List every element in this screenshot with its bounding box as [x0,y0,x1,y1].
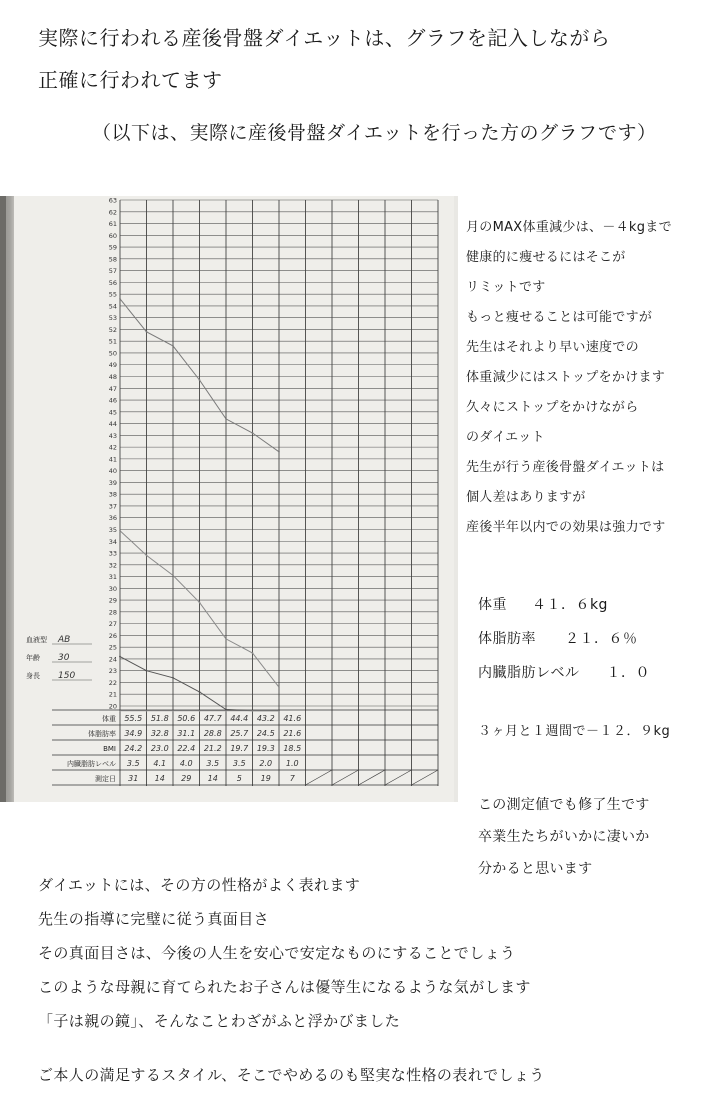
table-cell: 21.2 [203,744,222,753]
y-tick-label: 33 [108,549,117,558]
table-cell: 1.0 [285,759,299,768]
y-tick-label: 55 [108,290,117,299]
y-tick-label: 35 [108,525,117,534]
stat-visceral [478,662,650,682]
table-cell: 18.5 [283,744,302,753]
table-cell: 51.8 [150,714,169,723]
stat-visceral-value: １．０ [606,665,650,681]
table-cell: 43.2 [256,714,275,723]
table-cell: 29 [181,774,192,783]
stat-visceral-label: 内臓脂肪レベル [478,665,580,681]
table-cell: 3.5 [232,759,246,768]
y-tick-label: 56 [108,278,117,287]
table-cell: 25.7 [230,729,249,738]
stat-weight-label: 体重 [478,597,507,613]
side-value: 150 [58,671,76,681]
y-tick-label: 43 [108,431,117,440]
table-cell: 24.2 [124,744,143,753]
y-tick-label: 22 [108,678,117,687]
y-tick-label: 63 [108,196,117,205]
bottom-line-3: その真面目さは、今後の人生を安心で安定なものにすることでしょう [38,944,516,962]
table-cell: 47.7 [203,714,222,723]
table-row-label: 体脂肪率 [88,730,116,738]
y-tick-label: 31 [108,573,117,582]
table-cell: 19.7 [230,744,249,753]
right-text-line: 久々にストップをかけながら [466,400,639,415]
graduate-line-2: 卒業生たちがいかに凄いか [478,829,650,845]
stat-fat-label: 体脂肪率 [478,631,536,647]
bottom-line-2: 先生の指導に完璧に従う真面目さ [38,910,270,928]
graduate-line-3: 分かると思います [478,861,593,877]
series-point [278,686,280,688]
table-cell: 24.5 [256,729,275,738]
side-label: 身長 [26,672,40,680]
y-tick-label: 26 [108,631,117,640]
y-tick-label: 46 [108,396,117,405]
series-point [225,418,227,420]
series-point [172,345,174,347]
right-text-line: リミットです [466,280,546,295]
series-point [119,530,121,532]
right-text-line: のダイエット [466,430,545,445]
side-value: AB [58,635,71,645]
right-text-line: 健康的に痩せるにはそこが [466,250,626,265]
series-point [199,691,201,693]
table-row-label: 体重 [102,715,116,723]
bottom-line-4: このような母親に育てられたお子さんは優等生になるような気がします [38,978,531,996]
y-tick-label: 53 [108,314,117,323]
y-tick-label: 40 [108,467,117,476]
y-tick-label: 58 [108,255,117,264]
table-cell: 7 [289,774,295,783]
stat-fat-value: ２１．６％ [564,631,638,647]
table-cell: 4.0 [179,759,193,768]
table-cell: 21.6 [283,729,302,738]
stat-summary: ３ヶ月と１週間で－１２．９kg [478,724,671,739]
series-point [252,432,254,434]
side-label: 年齢 [26,654,40,662]
y-tick-label: 24 [108,655,117,664]
series-point [278,451,280,453]
y-tick-label: 23 [108,667,117,676]
right-text-line: 産後半年以内での効果は強力です [466,520,666,535]
table-cell: 5 [236,774,242,783]
y-tick-label: 37 [108,502,117,511]
table-cell: 19 [260,774,271,783]
y-tick-label: 38 [108,490,117,499]
y-tick-label: 61 [108,220,117,229]
table-row-label: 測定日 [95,775,116,783]
table-cell: 19.3 [256,744,275,753]
y-tick-label: 54 [108,302,117,311]
series-point [252,652,254,654]
heading-line-1: 実際に行われる産後骨盤ダイエットは、グラフを記入しながら [38,26,611,50]
table-cell: 14 [154,774,165,783]
y-tick-label: 34 [108,537,117,546]
right-text-line: もっと痩せることは可能ですが [466,310,653,325]
side-value: 30 [58,653,70,663]
y-tick-label: 48 [108,373,117,382]
table-cell: 50.6 [177,714,196,723]
side-label: 血液型 [26,636,47,644]
series-point [146,670,148,672]
series-point [199,602,201,604]
table-cell: 31.1 [177,729,196,738]
y-tick-label: 42 [108,443,117,452]
y-tick-label: 45 [108,408,117,417]
heading-line-3: （以下は、実際に産後骨盤ダイエットを行った方のグラフです） [92,122,657,144]
table-cell: 44.4 [230,714,249,723]
series-point [199,379,201,381]
y-tick-label: 30 [108,584,117,593]
right-text-line: 個人差はありますが [466,490,586,505]
table-cell: 41.6 [283,714,302,723]
y-tick-label: 44 [108,420,117,429]
y-tick-label: 59 [108,243,117,252]
table-cell: 22.4 [177,744,196,753]
series-point [146,554,148,556]
table-row-label: 内臓脂肪レベル [67,760,116,768]
table-cell: 28.8 [203,729,222,738]
y-tick-label: 20 [108,702,117,711]
table-cell: 3.5 [206,759,220,768]
table-cell: 4.1 [153,759,167,768]
bottom-line-last: ご本人の満足するスタイル、そこでやめるのも堅実な性格の表れでしょう [38,1066,545,1084]
stat-weight [478,594,608,614]
y-tick-label: 21 [108,690,117,699]
table-cell: 32.8 [150,729,169,738]
table-cell: 31 [128,774,139,783]
y-tick-label: 27 [108,620,117,629]
table-cell: 34.9 [124,729,143,738]
stat-fat [478,628,637,648]
y-tick-label: 49 [108,361,117,370]
table-cell: 2.0 [259,759,273,768]
series-point [119,656,121,658]
series-point [172,574,174,576]
bottom-line-1: ダイエットには、その方の性格がよく表れます [38,876,361,894]
heading-line-2: 正確に行われてます [38,68,223,92]
y-tick-label: 29 [108,596,117,605]
table-cell: 23.0 [150,744,169,753]
right-text-line: 先生が行う産後骨盤ダイエットは [466,460,665,475]
series-point [172,677,174,679]
weight-chart [0,196,458,802]
y-tick-label: 28 [108,608,117,617]
y-tick-label: 57 [108,267,117,276]
y-tick-label: 39 [108,478,117,487]
y-tick-label: 50 [108,349,117,358]
series-point [146,331,148,333]
y-tick-label: 32 [108,561,117,570]
y-tick-label: 52 [108,325,117,334]
y-tick-label: 41 [108,455,117,464]
y-tick-label: 36 [108,514,117,523]
table-cell: 55.5 [124,714,143,723]
table-cell: 14 [207,774,218,783]
series-point [119,298,121,300]
bottom-line-5: 「子は親の鏡」、そんなことわざがふと浮かびました [38,1012,401,1030]
y-tick-label: 47 [108,384,117,393]
chart-photo [0,196,458,802]
y-tick-label: 60 [108,231,117,240]
y-tick-label: 51 [108,337,117,346]
y-tick-label: 25 [108,643,117,652]
y-tick-label: 62 [108,208,117,217]
right-text-line: 先生はそれより早い速度での [466,340,639,355]
stat-weight-value: ４１．６kg [531,597,608,613]
table-row-label: BMI [103,745,116,753]
series-point [225,638,227,640]
right-text-line: 体重減少にはストップをかけます [466,370,666,385]
right-text-line: 月のMAX体重減少は、－４kgまで [466,220,672,235]
table-cell: 3.5 [126,759,140,768]
graduate-line-1: この測定値でも修了生です [478,797,650,813]
